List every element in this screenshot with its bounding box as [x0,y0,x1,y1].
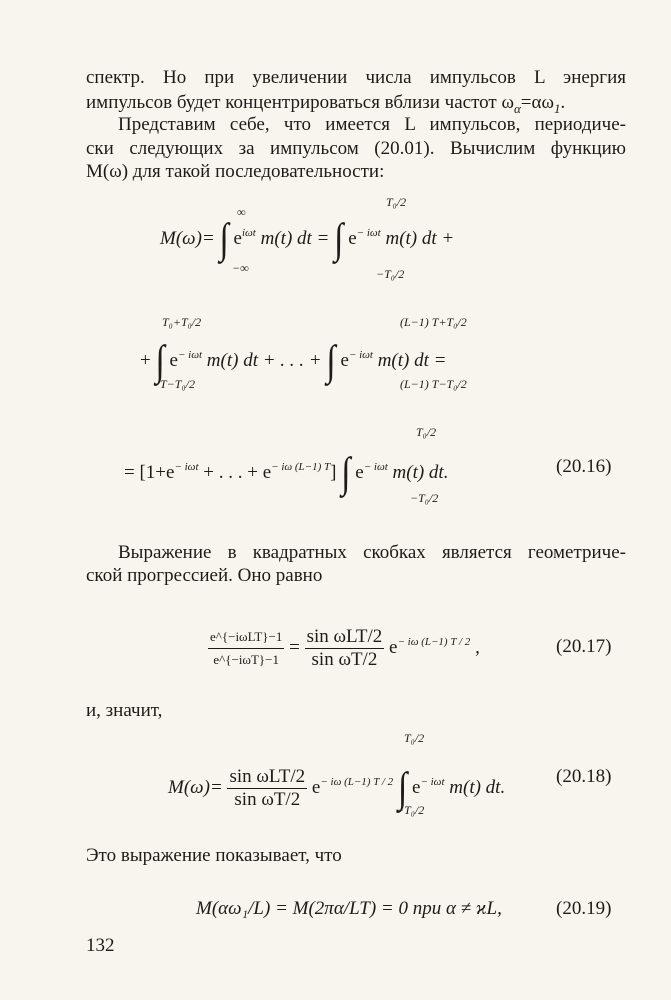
integral-sign: ∫ [397,764,408,811]
text-line-2-main: импульсов будет концентрироваться вблизи частот ω [86,92,514,113]
eq18-e: e [311,776,321,798]
text-line-2-dot: . [560,92,566,113]
eq2-exp1: − iωt [177,349,203,361]
eq18-exp: − iω (L−1) T / 2 [320,775,394,788]
equation-number-18: (20.18) [556,766,612,787]
limit-3-top: T₀/2 [416,425,437,439]
eq2-e2: e [340,350,349,371]
equation-17: $\frac{\text{e\textasciicircum{}\{−iωLT\}−1}}{\text{e\textasciicircum{}\{−iωT\}−1}}$ = $\frac{\text{sin ωLT/2}}{\text{sin ωT/2}}$ $e^{- i\omega (L-1) T / 2}$ , [210,626,480,670]
eq3-exp1: − iωt [174,461,199,473]
eq18-tail: m(t) dt. [444,776,506,798]
eq1-exp2: − iωt [356,227,381,239]
equation-3 [124,449,449,497]
eq1-e: e [233,228,242,249]
eq2-plus: + [140,350,151,371]
eq2-mid2: m(t) dt = [372,350,447,371]
eq1-tail1: m(t) dt = [255,228,335,249]
eq18-sin-numerator: sin ωLT/2 [229,766,306,787]
eq18-lhs: M(ω)= [168,776,223,798]
limit-inf-bottom: −∞ [232,261,249,275]
eq2-e1: e [169,350,178,371]
text-line-2-eq: =αω [520,92,554,113]
integral-sign: ∫ [155,337,165,385]
limit-2b-top: (L−1) T+T₀/2 [400,315,467,329]
sub-alpha: α [513,100,521,116]
integral-sign: ∫ [341,449,351,497]
limit-inf-top: ∞ [237,205,246,219]
limit-t0-bottom: −T₀/2 [376,267,405,281]
equation-18 [168,766,505,811]
limit-3-bottom: −T₀/2 [410,491,439,505]
text-line-1: спектр. Но при увеличении числа импульсов L энергия [86,67,626,88]
eq17-sin-denominator: sin ωT/2 [311,649,378,670]
sub-one: 1 [553,100,561,116]
eq17-sin-fraction [305,626,385,671]
text-line-5: M(ω) для такой последовательности: [86,161,385,182]
text-line-9: Это выражение показывает, что [86,845,342,866]
eq18-exp2: − iωt [420,775,445,788]
text-line-7: ской прогрессией. Оно равно [86,565,323,586]
eq17-e: e [389,636,398,658]
limit-18-bottom: −T₀/2 [396,803,425,817]
equation-19: M(αω₁/L) = M(2πα/LT) = 0 при α ≠ ϰL, [196,898,502,919]
eq17-numerator: e^{−iωLT}−1 [208,626,284,649]
equation-number-17: (20.17) [556,636,612,657]
eq1-e2: e [348,228,357,249]
eq1-lhs: M(ω)= [160,228,215,249]
limit-t0-top: T₀/2 [386,195,407,209]
text-line-8: и, значит, [86,700,163,721]
equation-number-16: (20.16) [556,456,612,477]
eq2-exp2: − iωt [348,349,373,361]
limit-18-top: T₀/2 [404,731,425,745]
eq3-exp3: − iωt [363,461,388,473]
page-number: 132 [86,935,115,956]
integral-sign: ∫ [326,337,336,385]
text-line-4: ски следующих за импульсом (20.01). Вычислим функцию [86,138,626,159]
eq18-sin-fraction [227,766,307,811]
limit-2a-top: T₀+T₀/2 [162,315,202,329]
eq17-fraction [208,626,284,671]
eq17-sin-numerator: sin ωLT/2 [306,626,383,647]
eq3-e: e [355,462,364,483]
equation-number-19: (20.19) [556,898,612,919]
text-line-3: Представим себе, что имеется L импульсов, периодиче- [118,114,626,135]
text-line-6: Выражение в квадратных скобках является геометриче- [118,542,626,563]
eq18-sin-denominator: sin ωT/2 [234,789,301,810]
eq3-exp2: − iω (L−1) T [271,461,331,473]
limit-2b-bottom: (L−1) T−T₀/2 [400,377,467,391]
eq1-exp1: iωt [241,227,256,239]
equation-1 [160,215,455,263]
limit-2a-bottom: T−T₀/2 [160,377,195,391]
eq3-start: = [1+e [124,462,175,483]
integral-sign: ∫ [334,215,344,263]
eq18-e2: e [412,776,421,798]
eq3-tail: m(t) dt. [387,462,449,483]
eq17-exp: − iω (L−1) T / 2 [397,635,471,648]
eq17-denominator: e^{−iωT}−1 [213,652,279,667]
eq2-mid1: m(t) dt + . . . + [202,350,327,371]
eq3-mid: + . . . + e [198,462,272,483]
eq3-close: ] [330,462,337,483]
integral-sign: ∫ [219,215,229,263]
eq1-tail2: m(t) dt + [380,228,455,249]
